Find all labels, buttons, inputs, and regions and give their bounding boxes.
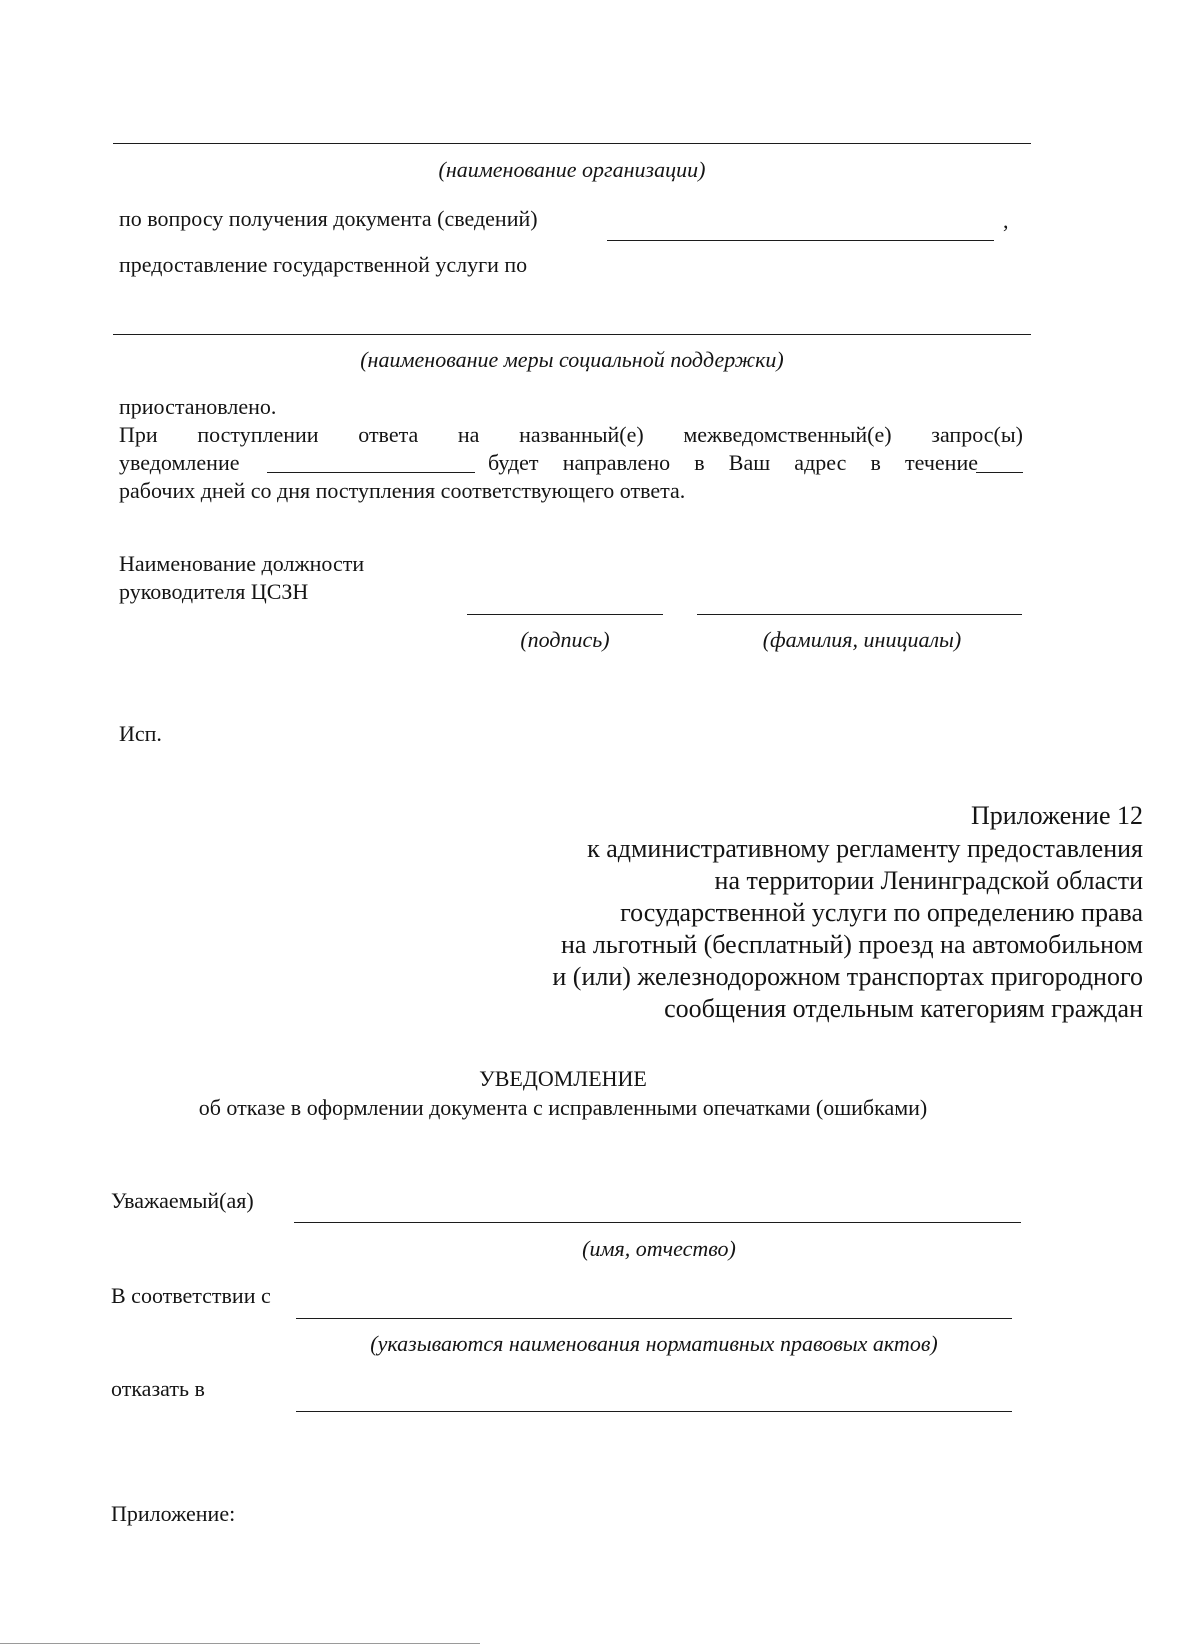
attachment-label: Приложение: bbox=[111, 1501, 236, 1526]
support-measure-line bbox=[113, 334, 1031, 335]
p1-word: поступлении bbox=[197, 422, 319, 447]
dear-label: Уважаемый(ая) bbox=[111, 1188, 254, 1213]
appendix-line-1: к административному регламенту предоставления bbox=[587, 834, 1143, 863]
legal-acts-line bbox=[296, 1318, 1012, 1319]
question-label: по вопросу получения документа (сведений) bbox=[119, 206, 538, 231]
refusal-subject-line bbox=[296, 1411, 1012, 1412]
org-name-line bbox=[113, 143, 1031, 144]
appendix-line-3: государственной услуги по определению права bbox=[620, 898, 1143, 927]
paragraph-line-2-start: уведомление bbox=[119, 450, 240, 475]
appendix-title: Приложение 12 bbox=[970, 801, 1143, 830]
full-name-caption: (фамилия, инициалы) bbox=[762, 627, 962, 652]
support-measure-caption: (наименование меры социальной поддержки) bbox=[360, 347, 784, 372]
notice-title: УВЕДОМЛЕНИЕ bbox=[479, 1066, 647, 1091]
accordance-label: В соответствии с bbox=[111, 1283, 271, 1308]
notice-subtitle: об отказе в оформлении документа с исправленными опечатками (ошибками) bbox=[198, 1095, 928, 1120]
full-name-line bbox=[697, 614, 1022, 615]
days-count-line bbox=[976, 472, 1023, 473]
appendix-line-5: и (или) железнодорожном транспортах пригородного bbox=[552, 962, 1143, 991]
signature-line bbox=[467, 614, 663, 615]
refuse-label: отказать в bbox=[111, 1376, 205, 1401]
p1-word: на bbox=[457, 422, 480, 447]
position-title-line1: Наименование должности bbox=[119, 551, 365, 576]
recipient-name-caption: (имя, отчество) bbox=[582, 1236, 736, 1261]
p1-word: При bbox=[119, 422, 158, 447]
notice-number-line bbox=[267, 472, 475, 473]
p1-word: межведомственный(е) bbox=[683, 422, 892, 447]
recipient-name-line bbox=[294, 1222, 1021, 1223]
p1-word: названный(е) bbox=[519, 422, 644, 447]
appendix-line-2: на территории Ленинградской области bbox=[714, 866, 1143, 895]
paragraph-line-3: рабочих дней со дня поступления соответствующего ответа. bbox=[119, 478, 686, 503]
paragraph-line-2-end: будет направлено в Ваш адрес в течение bbox=[488, 450, 978, 475]
executor-label: Исп. bbox=[119, 721, 162, 746]
appendix-line-4: на льготный (бесплатный) проезд на автомобильном bbox=[560, 930, 1143, 959]
appendix-line-6: сообщения отдельным категориям граждан bbox=[664, 994, 1143, 1023]
document-name-line bbox=[607, 240, 994, 241]
p1-word: ответа bbox=[358, 422, 419, 447]
signature-caption: (подпись) bbox=[520, 627, 610, 652]
org-name-caption: (наименование организации) bbox=[438, 157, 706, 182]
legal-acts-caption: (указываются наименования нормативных правовых актов) bbox=[370, 1331, 938, 1356]
paragraph-line-1 bbox=[119, 421, 1023, 449]
position-title-line2: руководителя ЦСЗН bbox=[119, 579, 309, 604]
comma: , bbox=[1003, 208, 1009, 233]
suspended-text: приостановлено. bbox=[119, 394, 277, 419]
service-label: предоставление государственной услуги по bbox=[119, 252, 528, 277]
p1-word: запрос(ы) bbox=[931, 422, 1023, 447]
scan-edge-line bbox=[0, 1643, 480, 1644]
